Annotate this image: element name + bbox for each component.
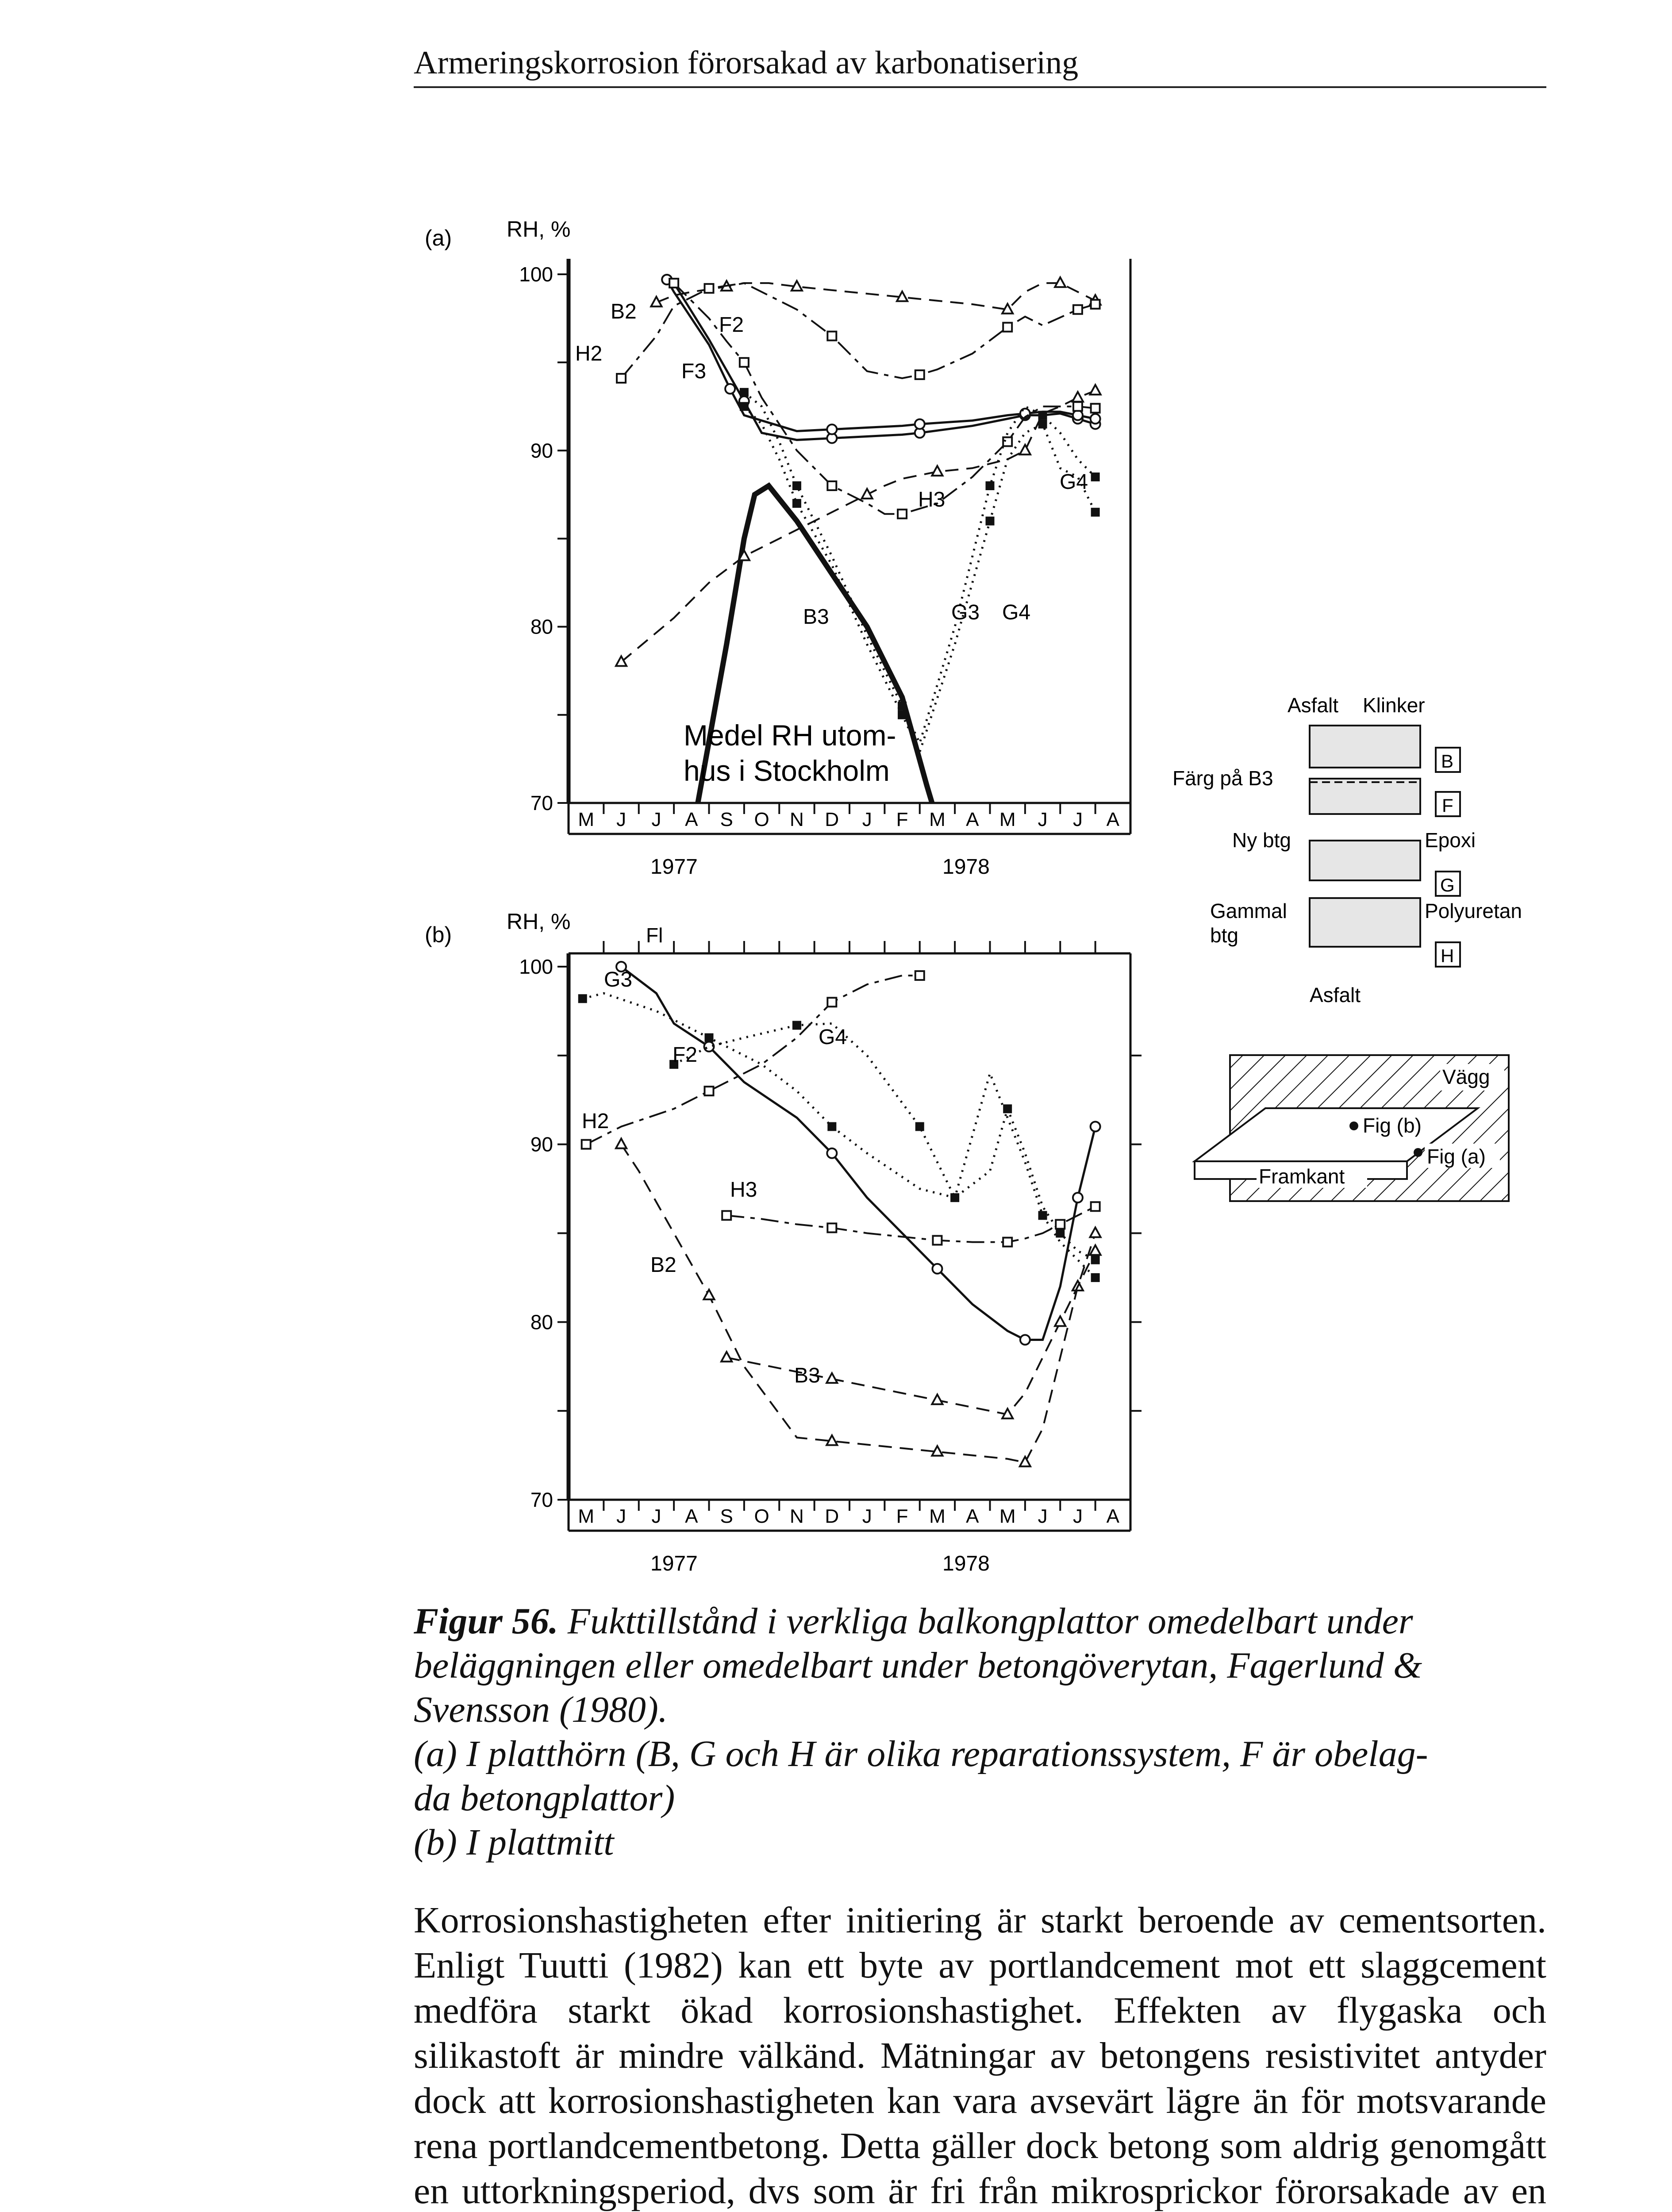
- data-point-h2: [582, 1140, 591, 1149]
- panel-a-series: [616, 275, 1101, 1050]
- data-point-h2: [617, 374, 626, 383]
- panel-a-month-ticks: [578, 803, 1119, 830]
- legend-box-f: F: [1442, 795, 1453, 816]
- data-point-h3: [1003, 437, 1012, 446]
- month-label: J: [1038, 809, 1048, 830]
- data-point-g3: [1038, 1211, 1047, 1220]
- series-line-g3: [744, 392, 1095, 743]
- series-line-b3: [726, 1251, 1095, 1415]
- data-point-g3: [950, 1193, 959, 1202]
- data-point-b2: [1090, 1228, 1101, 1237]
- panel-b-year-1978: 1978: [942, 1552, 990, 1575]
- legend-polyuretan: Polyuretan: [1425, 899, 1522, 922]
- data-point-h2: [1003, 323, 1012, 332]
- month-label: J: [1072, 809, 1083, 830]
- data-point-b3: [1055, 1316, 1065, 1326]
- y-tick-label: 90: [530, 439, 553, 462]
- data-point-g3: [740, 388, 749, 397]
- data-point-h2: [827, 331, 836, 340]
- data-point-g4: [898, 710, 907, 719]
- data-point-b2: [616, 1139, 627, 1148]
- caption-line3: Svensson (1980).: [414, 1689, 668, 1730]
- data-point-h3: [1091, 404, 1100, 413]
- panel-b-top-ticks: [603, 941, 1142, 1411]
- month-label: J: [616, 1505, 627, 1527]
- panel-b-month-ticks: [578, 1500, 1119, 1527]
- month-label: N: [790, 1505, 804, 1527]
- body-text: [414, 1898, 1546, 2212]
- data-point-f2: [932, 1264, 942, 1274]
- data-point-f2: [1020, 1335, 1030, 1345]
- data-point-h2: [915, 370, 924, 379]
- data-point-h3: [1073, 402, 1082, 411]
- legend-epoxi: Epoxi: [1425, 829, 1476, 852]
- y-tick-label: 70: [530, 791, 553, 814]
- label-h3-a: H3: [918, 488, 946, 511]
- label-g4-a-top: G4: [1060, 470, 1088, 494]
- data-point-h3: [827, 481, 836, 490]
- caption-line6: (b) I plattmitt: [414, 1822, 614, 1863]
- label-g3-a: G3: [951, 601, 980, 624]
- label-b3-a: B3: [803, 605, 829, 629]
- y-tick-label: 100: [519, 263, 553, 286]
- data-point-h3: [1003, 1238, 1012, 1247]
- data-point-g3: [1091, 1273, 1100, 1282]
- data-point-f3: [1073, 411, 1083, 420]
- data-point-g4: [792, 1021, 801, 1030]
- series-line-g4: [744, 407, 1095, 752]
- data-point-g4: [740, 402, 749, 411]
- data-point-h3: [1091, 1202, 1100, 1211]
- data-point-h3: [827, 1223, 836, 1232]
- data-point-b3: [1090, 385, 1101, 395]
- label-f2-a: F2: [719, 313, 744, 337]
- label-g3-b: G3: [604, 968, 633, 991]
- data-point-f3: [915, 419, 925, 429]
- data-point-h3: [898, 510, 907, 518]
- location-diagram: [1195, 1055, 1509, 1201]
- label-b2-b: B2: [650, 1253, 676, 1277]
- data-point-b3: [1072, 392, 1083, 402]
- legend-box-g: G: [1440, 875, 1455, 895]
- series-line-f3: [667, 280, 1095, 431]
- data-point-h2: [705, 284, 714, 293]
- legend-box-b: B: [1441, 751, 1454, 772]
- legend-box-h: H: [1441, 945, 1454, 966]
- month-label: M: [578, 809, 595, 830]
- legend-asfalt-top: Asfalt: [1288, 694, 1339, 717]
- data-point-g4: [792, 499, 801, 508]
- caption-line4: (a) I platthörn (B, G och H är olika reparationssystem, F är obelag-: [414, 1733, 1428, 1774]
- data-point-f3: [827, 425, 837, 434]
- data-point-h2: [1091, 300, 1100, 309]
- data-point-g4: [915, 1122, 924, 1131]
- month-label: D: [825, 1505, 839, 1527]
- data-point-b3: [932, 466, 942, 476]
- caption-line5: da betongplattor): [414, 1778, 675, 1819]
- month-label: S: [720, 1505, 733, 1527]
- month-label: M: [999, 1505, 1016, 1527]
- y-tick-label: 100: [519, 955, 553, 978]
- month-label: A: [1106, 809, 1119, 830]
- month-label: J: [862, 1505, 872, 1527]
- data-point-f3: [725, 384, 735, 394]
- data-point-g4: [1091, 508, 1100, 517]
- month-label: M: [999, 809, 1016, 830]
- data-point-g3: [1091, 472, 1100, 481]
- data-point-g3: [986, 481, 995, 490]
- label-h3-b: H3: [730, 1178, 757, 1202]
- legend-gammal: Gammal: [1210, 899, 1287, 922]
- panel-b-year-1977: 1977: [650, 1552, 698, 1575]
- data-point-h3: [740, 358, 749, 367]
- legend-ny-btg: Ny btg: [1232, 829, 1291, 852]
- data-point-f3: [1091, 414, 1100, 424]
- month-label: J: [862, 809, 872, 830]
- month-label: D: [825, 809, 839, 830]
- location-fig-b: Fig (b): [1363, 1114, 1422, 1137]
- month-label: M: [929, 809, 946, 830]
- data-point-g4: [1091, 1256, 1100, 1264]
- y-tick-label: 80: [530, 615, 553, 638]
- panel-b-top-label: Fl: [646, 924, 663, 947]
- legend-farg-pa-b3: Färg på B3: [1172, 767, 1273, 790]
- label-b3-b: B3: [794, 1364, 820, 1387]
- layer-legend: [1172, 694, 1522, 1006]
- panel-a-label: (a): [425, 226, 452, 250]
- series-line-f2: [621, 967, 1095, 1340]
- label-h2-b: H2: [582, 1110, 609, 1133]
- data-point-g3: [1038, 411, 1047, 420]
- month-label: A: [1106, 1505, 1119, 1527]
- y-tick-label: 70: [530, 1488, 553, 1511]
- location-vagg: Vägg: [1442, 1065, 1490, 1088]
- data-point-f2: [827, 1148, 837, 1158]
- data-point-g3: [792, 481, 801, 490]
- panel-a-y-ticks: [519, 263, 569, 814]
- data-point-g3: [705, 1033, 714, 1042]
- caption-line1: Fukttillstånd i verkliga balkongplattor omedelbart under: [567, 1601, 1413, 1642]
- figure-caption: [414, 1599, 1546, 1865]
- panel-a-annotation-line1: Medel RH utom-: [684, 719, 896, 752]
- label-f2-b: F2: [673, 1043, 698, 1067]
- panel-b-ylabel: RH, %: [507, 909, 571, 934]
- month-label: M: [578, 1505, 595, 1527]
- month-label: M: [929, 1505, 946, 1527]
- panel-a-year-1977: 1977: [650, 855, 698, 879]
- data-point-g3: [898, 702, 907, 710]
- legend-asfalt-bottom: Asfalt: [1310, 983, 1361, 1006]
- data-point-b2: [1020, 1457, 1030, 1467]
- legend-klinker: Klinker: [1363, 694, 1425, 717]
- body-paragraph-1: Korrosionshastigheten efter initiering är starkt beroende av cementsorten. Enligt Tuutti (1982) kan ett byte av portlandcement mot ett slaggcement medföra starkt ökad korrosionshastighet. Effekten av flygaska och silikastoft är mindre välkänd. Mätningar av betongens resistivitet antyder dock att korrosionshastigheten kan vara avsevärt lägre än för motsvarande rena portlandcementbetong. Detta gäller dock betong som aldrig genomgått en uttorkningsperiod, dvs som är fri från mikrosprickor förorsakade av en: [414, 1900, 1546, 2212]
- caption-lead: Figur 56.: [414, 1601, 558, 1642]
- data-point-h2: [1073, 305, 1082, 314]
- month-label: A: [685, 809, 698, 830]
- month-label: J: [1072, 1505, 1083, 1527]
- panel-b-y-ticks: [519, 955, 569, 1511]
- data-point-h2: [915, 971, 924, 980]
- label-f3-a: F3: [681, 360, 707, 383]
- y-tick-label: 90: [530, 1133, 553, 1156]
- data-point-g3: [578, 994, 587, 1003]
- data-point-h3: [933, 1236, 942, 1245]
- month-label: J: [1038, 1505, 1048, 1527]
- location-fig-a: Fig (a): [1427, 1145, 1486, 1168]
- series-line-f2: [667, 280, 1095, 440]
- data-point-h2: [705, 1087, 714, 1095]
- caption-line2: beläggningen eller omedelbart under betongöverytan, Fagerlund &: [414, 1645, 1422, 1686]
- month-label: O: [754, 1505, 769, 1527]
- data-point-h2: [827, 998, 836, 1006]
- series-line-b2: [621, 1144, 1095, 1463]
- location-framkant: Framkant: [1259, 1165, 1345, 1188]
- month-label: N: [790, 809, 804, 830]
- label-h2-a: H2: [575, 342, 603, 365]
- data-point-b3: [826, 1373, 837, 1383]
- data-point-b2: [704, 1290, 715, 1299]
- month-label: F: [896, 1505, 908, 1527]
- month-label: A: [966, 1505, 979, 1527]
- month-label: F: [896, 809, 908, 830]
- panel-a-ylabel: RH, %: [507, 217, 571, 242]
- data-point-b3: [1020, 445, 1030, 454]
- panel-a-annotation-line2: hus i Stockholm: [684, 754, 890, 787]
- data-point-h3: [669, 279, 678, 288]
- month-label: J: [651, 809, 661, 830]
- month-label: S: [720, 809, 733, 830]
- month-label: A: [966, 809, 979, 830]
- month-label: J: [651, 1505, 661, 1527]
- data-point-h3: [722, 1211, 731, 1220]
- legend-btg: btg: [1210, 924, 1238, 947]
- data-point-g3: [827, 1122, 836, 1131]
- panel-b-label: (b): [425, 922, 452, 947]
- panel-b: [425, 909, 1142, 1575]
- label-g4-a: G4: [1002, 601, 1031, 624]
- data-point-b3: [616, 656, 627, 666]
- panel-a-year-1978: 1978: [942, 855, 990, 879]
- data-point-b3: [721, 1352, 732, 1362]
- month-label: J: [616, 809, 627, 830]
- data-point-f2: [1073, 1193, 1083, 1202]
- label-b2-a: B2: [611, 300, 637, 323]
- data-point-g4: [1038, 420, 1047, 429]
- data-point-g4: [1003, 1104, 1012, 1113]
- y-tick-label: 80: [530, 1310, 553, 1334]
- data-point-b3: [932, 1394, 942, 1404]
- month-label: O: [754, 809, 769, 830]
- data-point-g4: [986, 517, 995, 526]
- label-g4-b: G4: [819, 1025, 847, 1049]
- month-label: A: [685, 1505, 698, 1527]
- data-point-f2: [1091, 1122, 1100, 1132]
- running-header: Armeringskorrosion förorsakad av karbonatisering: [414, 44, 1546, 88]
- series-line-g4: [674, 1024, 1095, 1260]
- data-point-g4: [1056, 1229, 1065, 1238]
- data-point-h3: [1056, 1220, 1065, 1229]
